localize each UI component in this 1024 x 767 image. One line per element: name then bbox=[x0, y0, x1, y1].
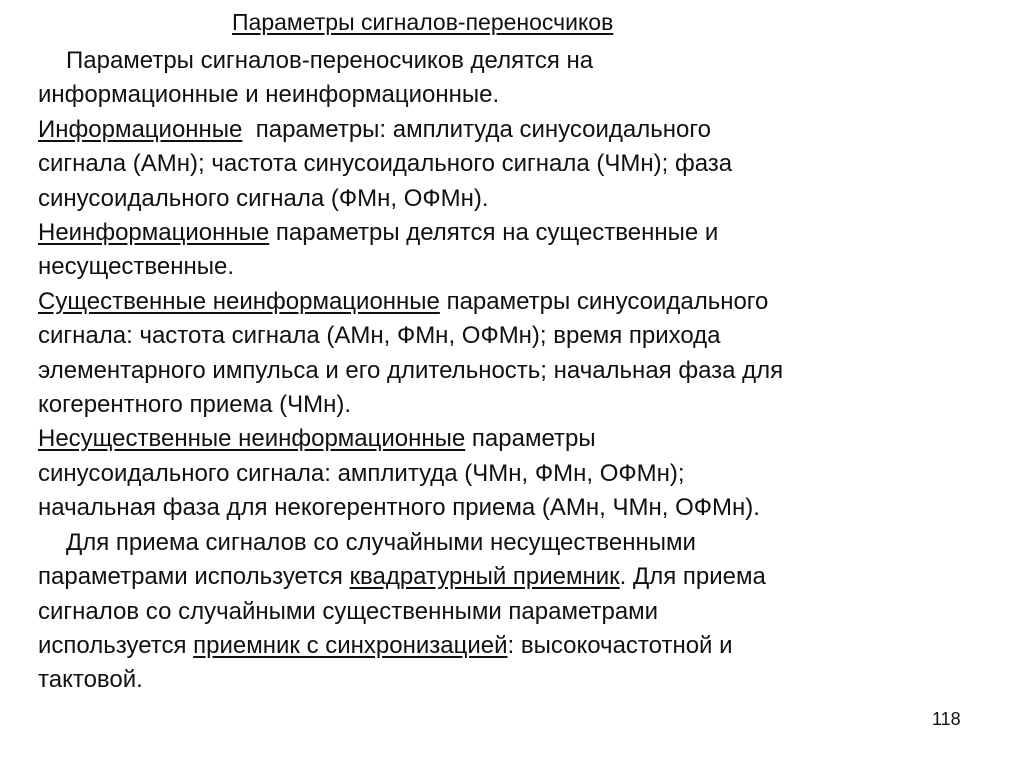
reception-line-1: Для приема сигналов со случайными несущественными bbox=[66, 528, 696, 556]
noninformational-line-1 bbox=[38, 216, 998, 250]
quadrature-receiver-term: квадратурный приемник bbox=[349, 563, 620, 591]
page-number: 118 bbox=[932, 709, 961, 729]
nonessential-term: Несущественные неинформационные bbox=[38, 425, 466, 453]
nonessential-line-3: начальная фаза для некогерентного приема (АМн, ЧМн, ОФМн). bbox=[38, 494, 760, 522]
reception-line-5: тактовой. bbox=[38, 666, 143, 694]
informational-line-1 bbox=[38, 113, 998, 147]
sync-receiver-term: приемник с синхронизацией bbox=[193, 631, 508, 659]
nonessential-line-1 bbox=[38, 422, 998, 456]
noninformational-term: Неинформационные bbox=[38, 219, 270, 247]
essential-term: Существенные неинформационные bbox=[38, 287, 440, 315]
reception-line-4 bbox=[38, 629, 998, 663]
reception-line-2-post: . Для приема bbox=[619, 563, 766, 591]
nonessential-line-1-rest: параметры bbox=[465, 425, 596, 453]
slide-title: Параметры сигналов-переносчиков bbox=[232, 9, 614, 35]
noninformational-line-2: несущественные. bbox=[38, 253, 235, 281]
essential-line-1-rest: параметры синусоидального bbox=[439, 287, 769, 315]
informational-line-3: синусоидального сигнала (ФМн, ОФМн). bbox=[38, 184, 489, 212]
reception-line-2-pre: параметрами используется bbox=[38, 563, 350, 591]
essential-line-3: элементарного импульса и его длительность; начальная фаза для bbox=[38, 356, 784, 384]
noninformational-line-1-rest: параметры делятся на существенные и bbox=[269, 219, 719, 247]
reception-line-2 bbox=[38, 560, 998, 594]
informational-line-1-rest: параметры: амплитуда синусоидального bbox=[242, 115, 711, 143]
reception-line-3: сигналов со случайными существенными параметрами bbox=[38, 597, 659, 625]
essential-line-4: когерентного приема (ЧМн). bbox=[38, 391, 351, 419]
intro-line-2: информационные и неинформационные. bbox=[38, 81, 500, 109]
essential-line-2: сигнала: частота сигнала (АМн, ФМн, ОФМн); время прихода bbox=[38, 322, 721, 350]
slide-body bbox=[38, 44, 998, 698]
reception-line-4-post: : высокочастотной и bbox=[507, 631, 733, 659]
nonessential-line-2: синусоидального сигнала: амплитуда (ЧМн, ФМн, ОФМн); bbox=[38, 459, 685, 487]
reception-line-4-pre: используется bbox=[38, 631, 194, 659]
informational-term: Информационные bbox=[38, 115, 243, 143]
informational-line-2: сигнала (АМн); частота синусоидального сигнала (ЧМн); фаза bbox=[38, 150, 733, 178]
intro-line-1: Параметры сигналов-переносчиков делятся на bbox=[66, 47, 594, 74]
essential-line-1 bbox=[38, 285, 998, 319]
